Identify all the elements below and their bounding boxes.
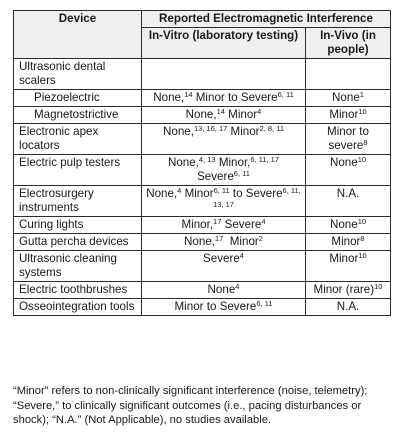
cell-text: Minor — [329, 108, 359, 121]
table-row — [14, 107, 391, 124]
cell-text: Minor, — [215, 156, 251, 169]
emi-table — [13, 10, 391, 316]
reference-superscript: 6, 11, 17 — [250, 155, 280, 164]
in-vitro-cell — [142, 90, 306, 107]
reference-superscript: 10 — [358, 251, 367, 260]
reference-superscript: 10 — [357, 155, 367, 164]
in-vitro-cell — [142, 251, 306, 282]
header-row-1 — [14, 11, 391, 28]
header-in-vivo: In-Vivo (in people) — [306, 28, 391, 59]
cell-text: Severe — [203, 252, 240, 265]
cell-text: None — [332, 91, 360, 104]
header-reported-emi: Reported Electromagnetic Interference — [142, 11, 391, 28]
in-vivo-cell — [306, 155, 391, 186]
device-cell: Magnetostrictive — [14, 107, 142, 124]
cell-text: Minor to severe — [327, 125, 373, 152]
device-cell: Piezoelectric — [14, 90, 142, 107]
reference-superscript: 8 — [360, 234, 365, 243]
device-cell: Gutta percha devices — [14, 234, 142, 251]
reference-superscript: 4, 13 — [198, 155, 216, 164]
device-cell: Osseointegration tools — [14, 299, 142, 316]
in-vitro-cell — [142, 234, 306, 251]
table-row — [14, 186, 391, 217]
cell-text: Minor — [224, 108, 258, 121]
cell-text: Minor — [329, 252, 359, 265]
reference-superscript: 17 — [213, 217, 222, 226]
reference-superscript: 4 — [239, 251, 244, 260]
in-vitro-cell — [142, 217, 306, 234]
in-vitro-cell — [142, 124, 306, 155]
table-row — [14, 234, 391, 251]
cell-text: N.A. — [336, 187, 360, 200]
cell-text: Minor — [227, 125, 260, 138]
table-row — [14, 217, 391, 234]
device-cell: Ultrasonic dental scalers — [14, 59, 142, 90]
device-cell: Electronic apex locators — [14, 124, 142, 155]
table-row — [14, 90, 391, 107]
cell-text: Minor (rare) — [313, 283, 375, 296]
table-row — [14, 299, 391, 316]
device-cell: Electric toothbrushes — [14, 282, 142, 299]
table-body — [14, 59, 391, 316]
in-vitro-cell — [142, 155, 306, 186]
reference-superscript: 14 — [184, 90, 193, 99]
reference-superscript: 4 — [235, 282, 240, 291]
in-vitro-cell — [142, 299, 306, 316]
cell-text: Severe — [197, 156, 283, 183]
in-vitro-cell — [142, 186, 306, 217]
reference-superscript: 13, 16, 17 — [193, 124, 228, 133]
in-vivo-cell — [306, 234, 391, 251]
cell-text: None, — [163, 125, 194, 138]
in-vitro-cell — [142, 282, 306, 299]
in-vivo-cell — [306, 217, 391, 234]
cell-text: Minor to Severe — [192, 91, 278, 104]
in-vitro-cell — [142, 59, 306, 90]
reference-superscript: 6, 11 — [277, 90, 294, 99]
reference-superscript: 4 — [261, 217, 266, 226]
cell-text: Minor — [223, 235, 259, 248]
footnote-text: “Minor” refers to non-clinically significant interference (noise, telemetry); “Severe,” to clinically significant outcomes (i.e., pacing disturbances or shock); “N.A.” (Not Applicable), no studies available. — [13, 385, 368, 426]
cell-text: None, — [167, 156, 199, 169]
in-vivo-cell — [306, 186, 391, 217]
table-row — [14, 251, 391, 282]
reference-superscript: 10 — [358, 107, 367, 116]
in-vivo-cell — [306, 299, 391, 316]
in-vivo-cell — [306, 90, 391, 107]
table-row — [14, 124, 391, 155]
reference-superscript: 8 — [363, 138, 368, 147]
reference-superscript: 1 — [359, 90, 364, 99]
in-vivo-cell — [306, 124, 391, 155]
device-cell: Curing lights — [14, 217, 142, 234]
device-cell: Ultrasonic cleaning systems — [14, 251, 142, 282]
reference-superscript: 6, 11 — [256, 299, 273, 308]
reference-superscript: 6, 11 — [233, 169, 250, 178]
in-vivo-cell — [306, 107, 391, 124]
header-device: Device — [14, 11, 142, 59]
reference-superscript: 6, 11 — [213, 186, 230, 195]
reference-superscript: 10 — [357, 217, 367, 226]
reference-superscript: 6, — [282, 186, 289, 195]
table-row — [14, 59, 391, 90]
cell-text: Minor — [181, 187, 214, 200]
cell-text: None, — [184, 235, 215, 248]
cell-text: Minor — [331, 235, 361, 248]
cell-text: Severe — [221, 218, 262, 231]
reference-superscript: 2 — [258, 234, 263, 243]
reference-superscript: 4 — [257, 107, 262, 116]
reference-superscript: 2, 8, 11 — [259, 124, 284, 133]
cell-text: None — [329, 156, 358, 169]
device-cell: Electrosurgery instruments — [14, 186, 142, 217]
header-in-vitro: In-Vitro (laboratory testing) — [142, 28, 306, 59]
cell-text: None, — [153, 91, 185, 104]
reference-superscript: 4 — [177, 186, 182, 195]
cell-text: None, — [146, 187, 178, 200]
reference-superscript: 10 — [374, 282, 383, 291]
cell-text: to Severe — [229, 187, 283, 200]
in-vivo-cell — [306, 251, 391, 282]
reference-superscript: 14 — [216, 107, 225, 116]
table-row — [14, 282, 391, 299]
reference-superscript: 17 — [214, 234, 224, 243]
cell-text: N.A. — [336, 300, 360, 313]
cell-text: None — [329, 218, 358, 231]
cell-text: None, — [185, 108, 217, 121]
in-vivo-cell — [306, 282, 391, 299]
device-cell: Electric pulp testers — [14, 155, 142, 186]
cell-text: Minor, — [181, 218, 214, 231]
in-vitro-cell — [142, 107, 306, 124]
cell-text: Minor to Severe — [174, 300, 257, 313]
table-row — [14, 155, 391, 186]
reference-superscript: 11, 13, 17 — [213, 186, 303, 209]
in-vivo-cell — [306, 59, 391, 90]
cell-text: None — [207, 283, 236, 296]
footnote — [13, 384, 399, 428]
